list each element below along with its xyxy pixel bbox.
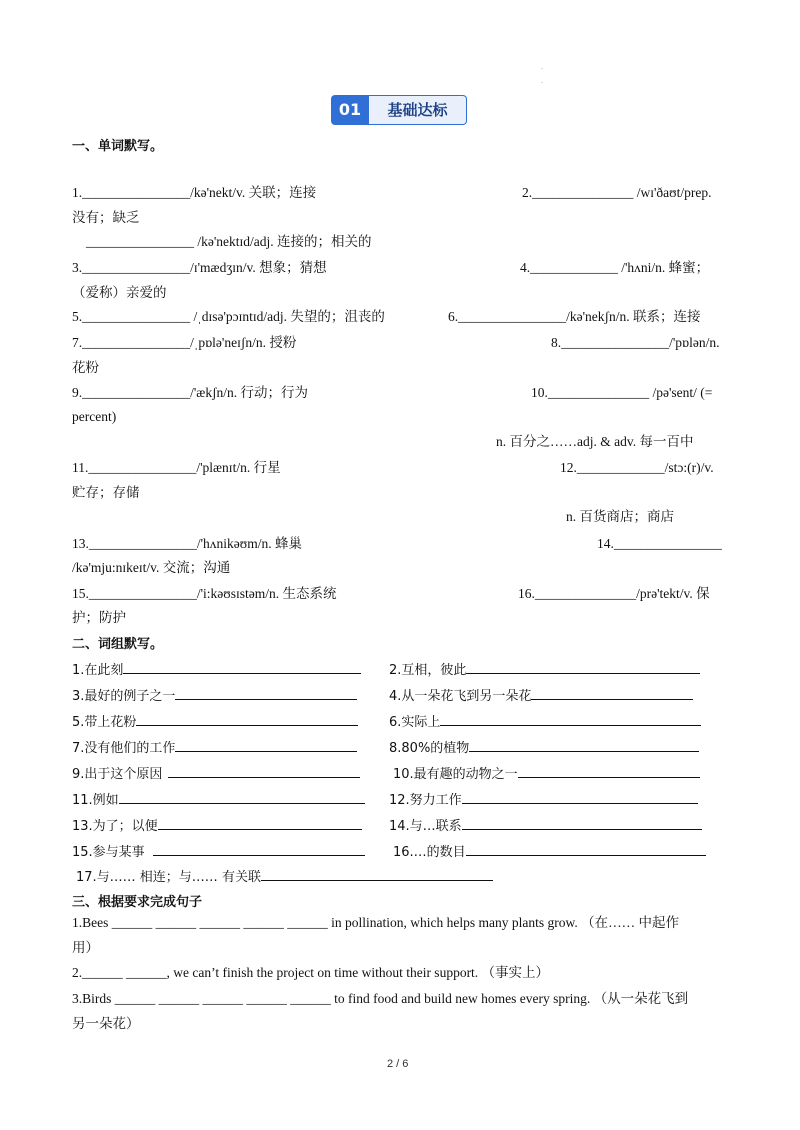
sentence-line: 1.Bees ______ ______ ______ ______ ______ in pollination, which helps many plants grow. （在…… 中起作: [72, 915, 679, 930]
phrase-item: 7.没有他们的工作: [72, 737, 357, 756]
phrase-item: 5.带上花粉: [72, 711, 358, 730]
vocab-line: 10._______________ /pə'sent/ (=: [531, 385, 713, 400]
phrase-item: 13.为了；以便: [72, 815, 362, 834]
phrase-item: 14.与…联系: [389, 815, 702, 834]
section3-title: 三、根据要求完成句子: [72, 895, 203, 910]
phrase-item: 11.例如: [72, 789, 365, 808]
vocab-line: 花粉: [72, 360, 99, 375]
vocab-line: 12._____________/stɔ:(r)/v.: [560, 460, 714, 475]
vocab-line: ________________ /kə'nektɪd/adj. 连接的；相关的: [86, 234, 372, 249]
vocab-line: 3.________________/ɪ'mædʒɪn/v. 想象；猜想: [72, 260, 327, 275]
vocab-line: 9.________________/'ækʃn/n. 行动；行为: [72, 385, 309, 400]
top-mark: .: [541, 76, 543, 85]
phrase-item: 2.互相，彼此: [389, 659, 700, 678]
vocab-line: 没有；缺乏: [72, 210, 140, 225]
phrase-item: 3.最好的例子之一: [72, 685, 357, 704]
vocab-line: 护；防护: [72, 610, 126, 625]
vocab-line: 贮存；存储: [72, 485, 140, 500]
sentence-line: 另一朵花）: [72, 1016, 140, 1031]
vocab-line: 8.________________/'pɒlən/n.: [551, 335, 720, 350]
vocab-line: 14.________________: [597, 536, 722, 551]
vocab-line: 11.________________/'plænɪt/n. 行星: [72, 460, 281, 475]
phrase-item: 6.实际上: [389, 711, 701, 730]
vocab-line: 7.________________/ˌpɒlə'neɪʃn/n. 授粉: [72, 335, 297, 350]
phrase-item: 15.参与某事: [72, 841, 365, 860]
section-badge: [331, 95, 468, 125]
phrase-item: 12.努力工作: [389, 789, 698, 808]
phrase-item: 4.从一朵花飞到另一朵花: [389, 685, 693, 704]
vocab-line: 15.________________/'i:kəʊsɪstəm/n. 生态系统: [72, 586, 337, 601]
phrase-item: 1.在此刻: [72, 659, 361, 678]
vocab-line: percent): [72, 409, 117, 424]
page-number: 2 / 6: [387, 1058, 409, 1070]
badge-title: 基础达标: [369, 95, 467, 125]
badge-number: 01: [331, 95, 369, 125]
top-mark: .: [541, 62, 543, 71]
vocab-line: 1.________________/kə'nekt/v. 关联；连接: [72, 185, 317, 200]
sentence-line: 用）: [72, 940, 99, 955]
phrase-item: 16.…的数目: [393, 841, 706, 860]
vocab-line: 16._______________/prə'tekt/v. 保: [518, 586, 710, 601]
section1-title: 一、单词默写。: [72, 139, 164, 154]
vocab-line: /kə'mju:nɪkeɪt/v. 交流；沟通: [72, 560, 231, 575]
phrase-item: 9.出于这个原因: [72, 763, 360, 782]
section2-title: 二、词组默写。: [72, 637, 164, 652]
vocab-line: 2._______________ /wɪ'ðaʊt/prep.: [522, 185, 712, 200]
vocab-line: n. 百分之……adj. & adv. 每一百中: [496, 434, 694, 449]
vocab-line: n. 百货商店；商店: [566, 509, 674, 524]
phrase-item: 8.80%的植物: [389, 737, 699, 756]
phrase-item: 17.与…… 相连；与…… 有关联: [76, 866, 493, 885]
vocab-line: （爱称）亲爱的: [72, 285, 167, 300]
sentence-line: 3.Birds ______ ______ ______ ______ ______ to find food and build new homes every spring. （从一朵花飞到: [72, 991, 689, 1006]
sentence-line: 2.______ ______, we can’t finish the project on time without their support. （事实上）: [72, 965, 550, 980]
vocab-line: 13.________________/'hʌnikəʊm/n. 蜂巢: [72, 536, 302, 551]
vocab-line: 5.________________ /ˌdɪsə'pɔɪntɪd/adj. 失望的；沮丧的: [72, 309, 385, 324]
vocab-line: 6.________________/kə'nekʃn/n. 联系；连接: [448, 309, 701, 324]
phrase-item: 10.最有趣的动物之一: [393, 763, 700, 782]
vocab-line: 4._____________ /'hʌni/n. 蜂蜜；: [520, 260, 710, 275]
